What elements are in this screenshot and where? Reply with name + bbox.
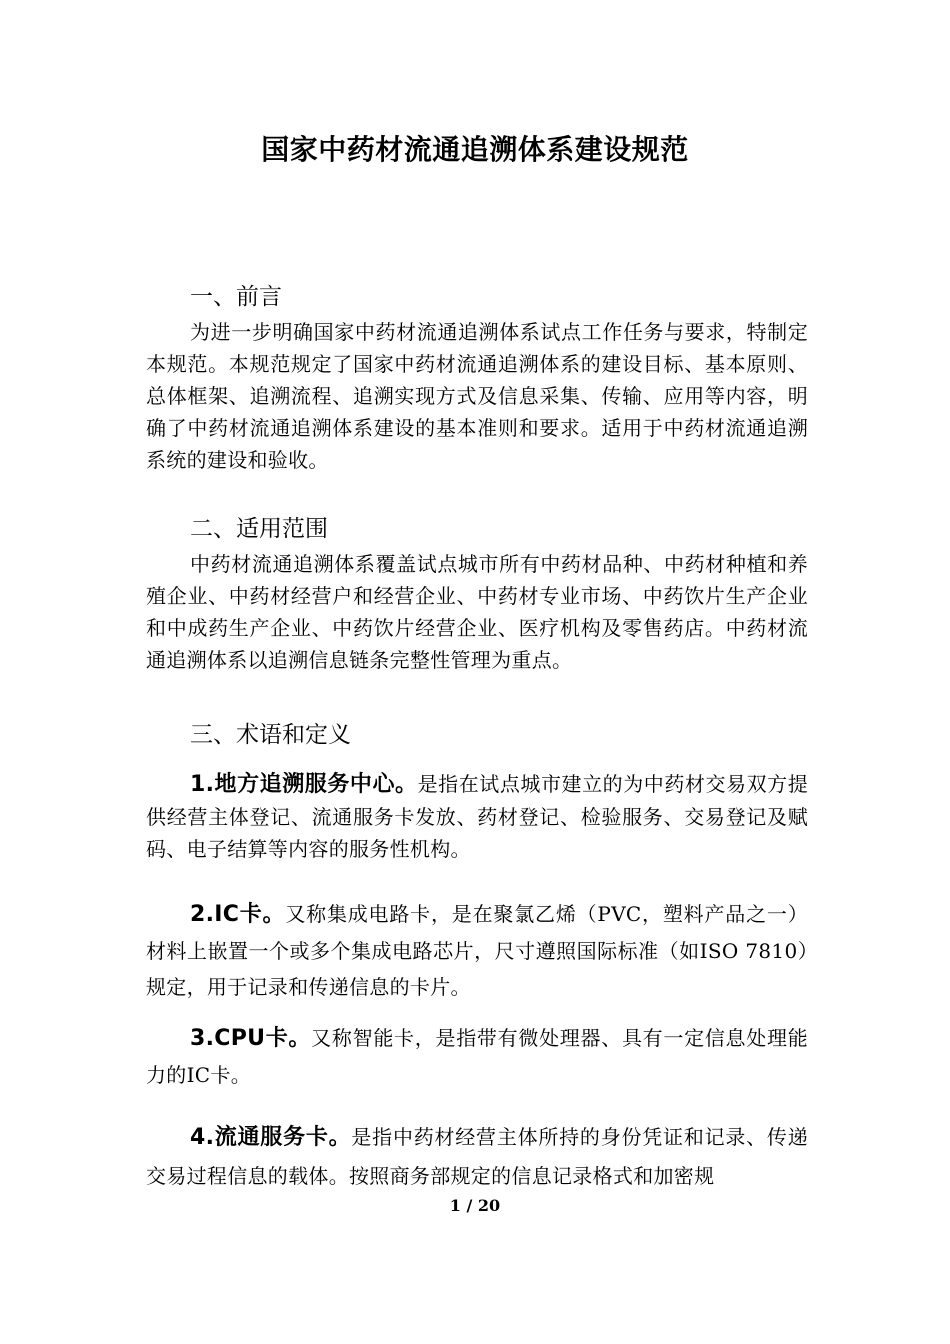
scope-paragraph: 中药材流通追溯体系覆盖试点城市所有中药材品种、中药材种植和养殖企业、中药材经营户和经营企业、中药材专业市场、中药饮片生产企业和中成药生产企业、中药饮片经营企业、医疗机构及零售药店。中药材流通追溯体系以追溯信息链条完整性管理为重点。 [146,552,808,672]
term-definition-3 [146,1020,808,1093]
term-label: 4.流通服务卡。 [190,1125,352,1150]
term-text: 是指中药材经营主体所持的身份凭证和记录、传递交易过程信息的载体。按照商务部规定的信息记录格式和加密规 [146,1125,808,1188]
term-definition-2 [146,896,808,1005]
section-heading-scope: 二、适用范围 [190,516,328,542]
preface-paragraph: 为进一步明确国家中药材流通追溯体系试点工作任务与要求，特制定本规范。本规范规定了国家中药材流通追溯体系的建设目标、基本原则、总体框架、追溯流程、追溯实现方式及信息采集、传输、应用等内容，明确了中药材流通追溯体系建设的基本准则和要求。适用于中药材流通追溯系统的建设和验收。 [146,320,808,472]
term-text: 又称智能卡，是指带有微处理器、具有一定信息处理能力的IC卡。 [146,1026,808,1087]
document-title: 国家中药材流通追溯体系建设规范 [261,133,689,166]
term-label: 3.CPU卡。 [190,1026,312,1051]
term-label: 2.IC卡。 [190,902,286,927]
section-heading-preface: 一、前言 [190,284,282,310]
term-definition-1 [146,768,808,865]
term-text: 是指在试点城市建立的为中药材交易双方提供经营主体登记、流通服务卡发放、药材登记、检验服务、交易登记及赋码、电子结算等内容的服务性机构。 [146,772,809,861]
term-definition-4 [146,1118,808,1195]
term-label: 1.地方追溯服务中心。 [190,772,418,797]
page-number: 1 / 20 [449,1196,501,1215]
section-heading-terms: 三、术语和定义 [190,722,351,748]
term-text: 又称集成电路卡，是在聚氯乙烯（PVC，塑料产品之一）材料上嵌置一个或多个集成电路芯片，尺寸遵照国际标准（如ISO 7810）规定，用于记录和传递信息的卡片。 [146,902,808,999]
